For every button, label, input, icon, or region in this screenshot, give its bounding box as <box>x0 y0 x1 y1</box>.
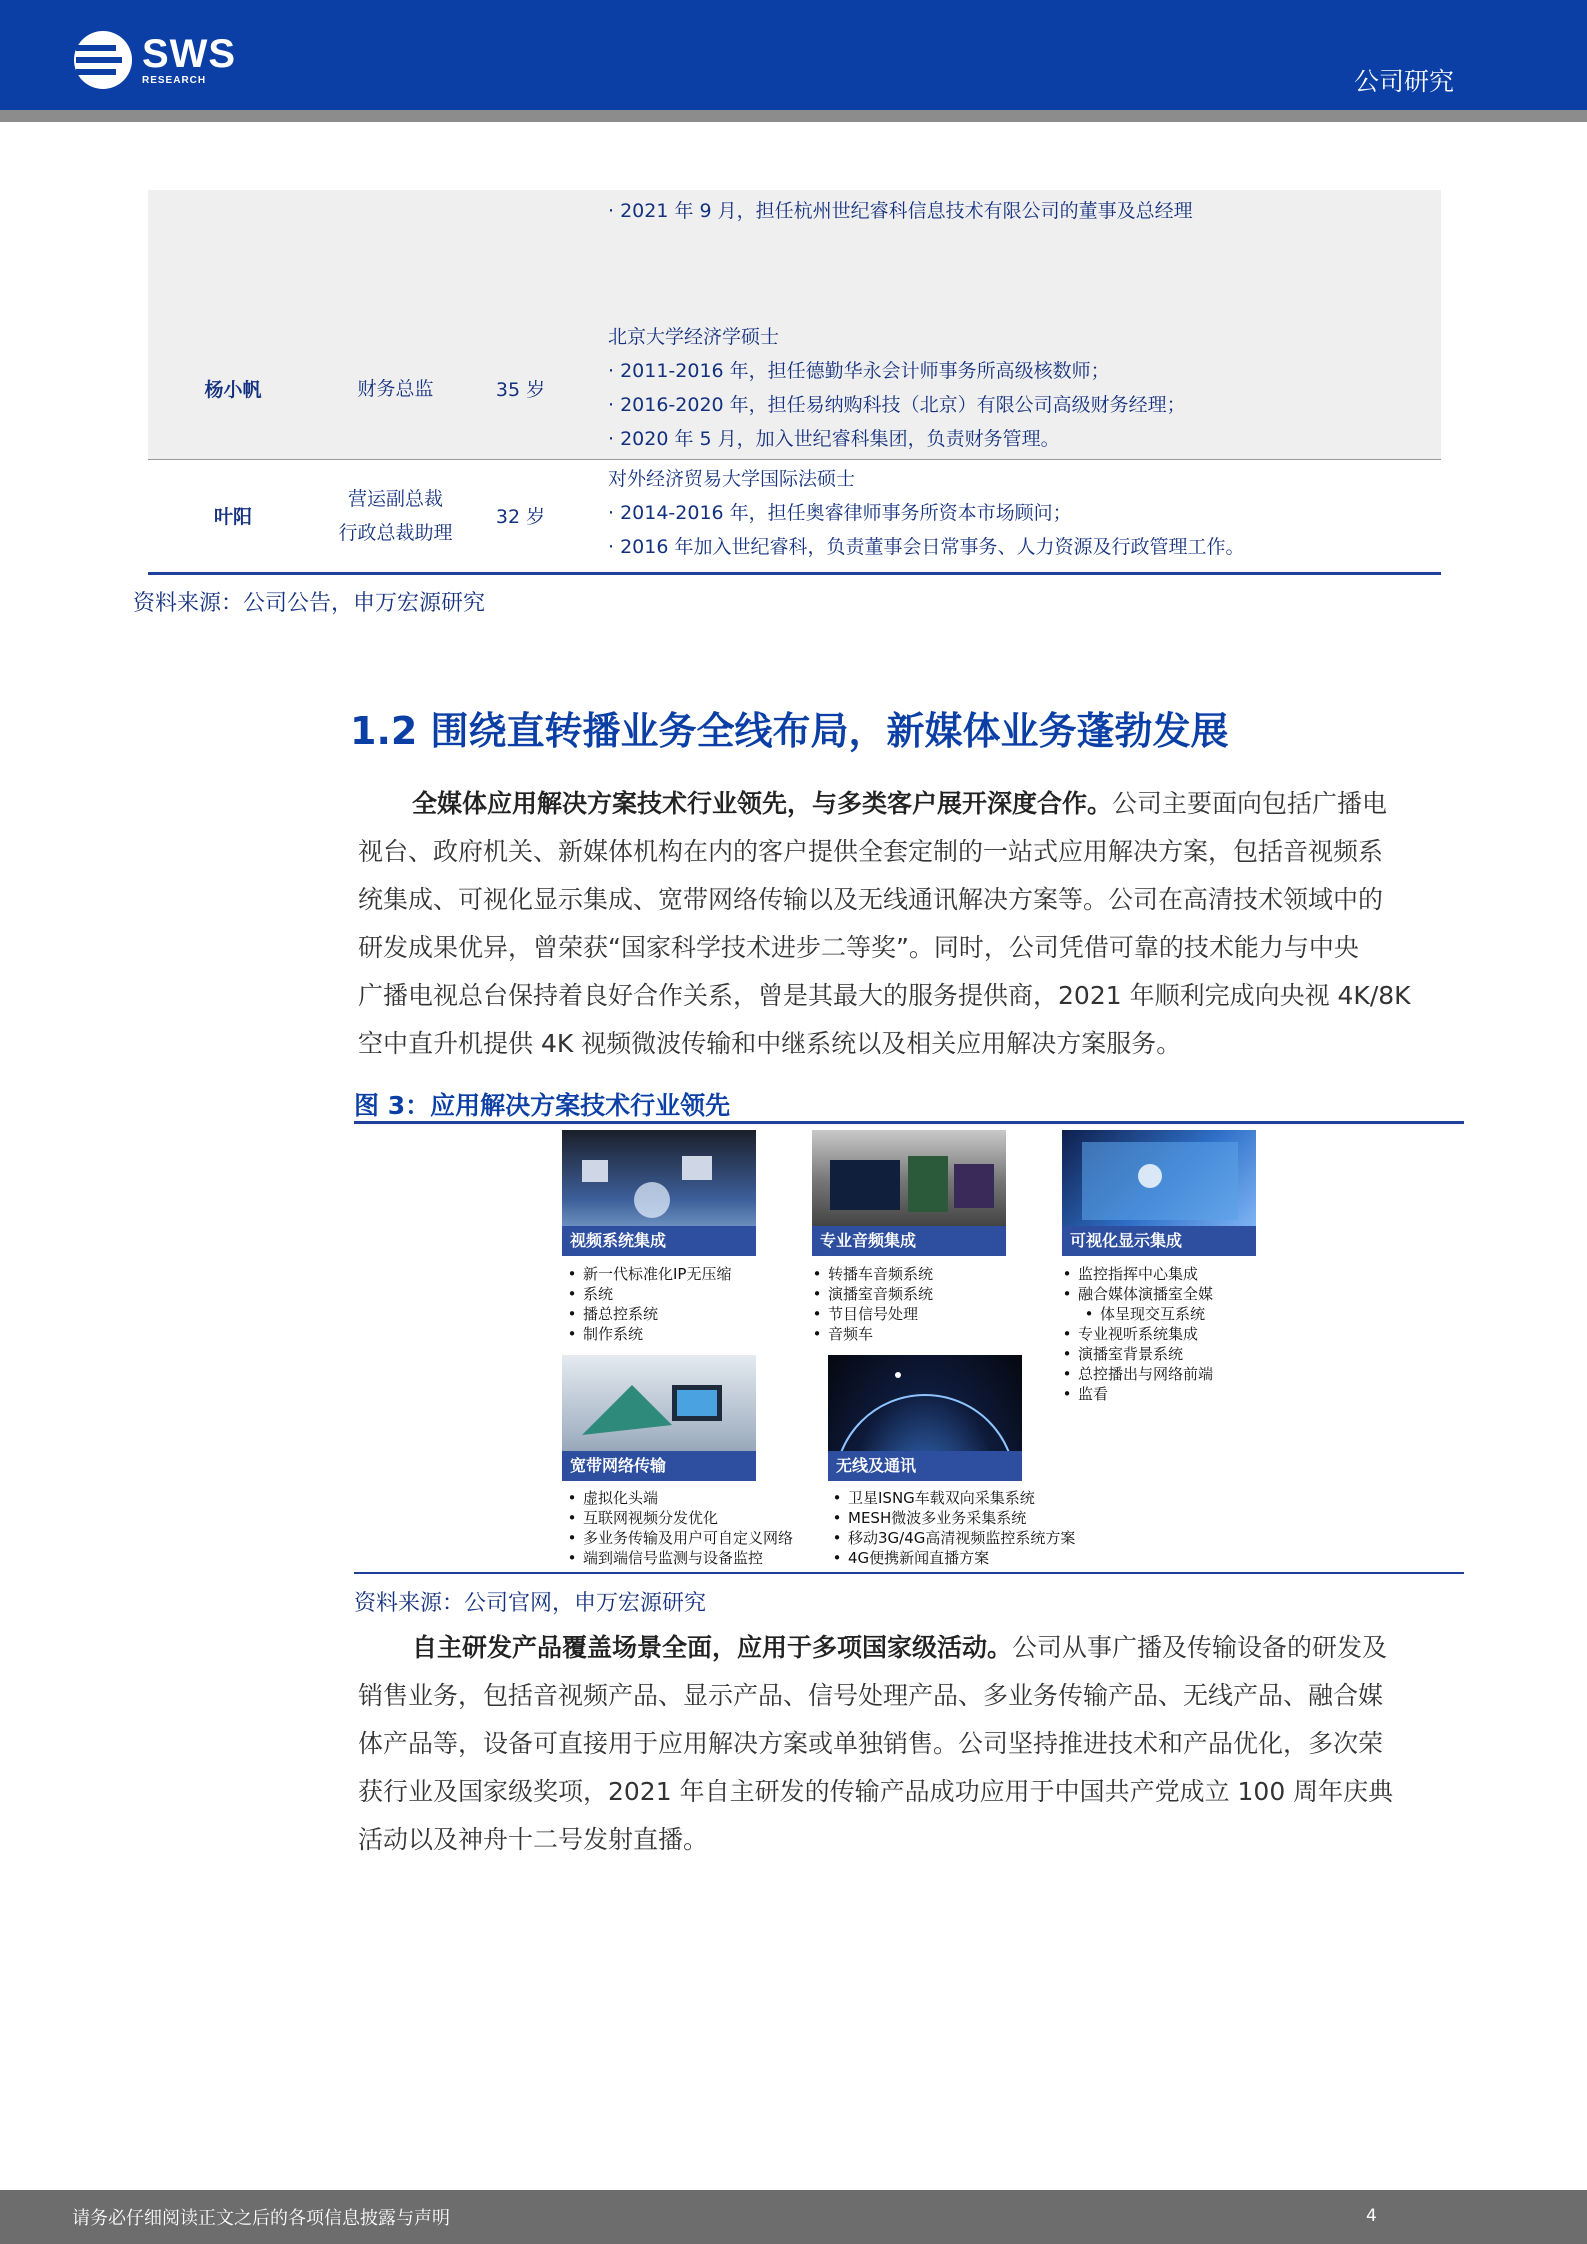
paragraph-line: 视台、政府机关、新媒体机构在内的客户提供全套定制的一站式应用解决方案，包括音视频系 <box>358 837 1384 866</box>
bullet-item: • 虚拟化头端 <box>561 1488 793 1508</box>
bullet-item: • 4G便携新闻直播方案 <box>826 1548 1075 1568</box>
paragraph-1 <box>358 780 1458 1068</box>
position-line: 行政总裁助理 <box>338 522 453 544</box>
bullet-item: • MESH微波多业务采集系统 <box>826 1508 1075 1528</box>
person-age: 35 岁 <box>495 379 546 401</box>
person-position: 财务总监 <box>357 378 434 400</box>
bullet-item: • 多业务传输及用户可自定义网络 <box>561 1528 793 1548</box>
page-header <box>0 0 1587 110</box>
table-row <box>148 320 1441 461</box>
bullet-item: • 转播车音频系统 <box>806 1264 933 1284</box>
table-row <box>148 460 1441 575</box>
paragraph-line: 研发成果优异，曾荣获“国家科学技术进步二等奖”。同时，公司凭借可靠的技术能力与中央 <box>358 933 1359 962</box>
bullet-item: • 互联网视频分发优化 <box>561 1508 793 1528</box>
panel-label: 视频系统集成 <box>562 1226 756 1256</box>
panel-bullets <box>826 1488 1075 1568</box>
paragraph-line: 活动以及神舟十二号发射直播。 <box>358 1825 709 1854</box>
bio-line: · 2016-2020 年，担任易纳购科技（北京）有限公司高级财务经理； <box>608 394 1186 416</box>
paragraph-line: 空中直升机提供 4K 视频微波传输和中继系统以及相关应用解决方案服务。 <box>358 1029 1182 1058</box>
paragraph-text: 公司主要面向包括广播电 <box>1112 789 1388 818</box>
paragraph-lead: 全媒体应用解决方案技术行业领先，与多类客户展开深度合作。 <box>412 789 1113 818</box>
bio-line: 北京大学经济学硕士 <box>608 326 780 348</box>
sws-logo <box>72 30 236 90</box>
logo-wordmark: SWS <box>142 32 237 76</box>
bullet-item: • 播总控系统 <box>561 1304 731 1324</box>
panel-label: 专业音频集成 <box>812 1226 1006 1256</box>
panel-bullets <box>1056 1264 1213 1404</box>
video-studio-image <box>562 1130 756 1256</box>
bio-line: · 2014-2016 年，担任奥睿律师事务所资本市场顾问； <box>608 502 1072 524</box>
paragraph-line: 统集成、可视化显示集成、宽带网络传输以及无线通讯解决方案等。公司在高清技术领域中的 <box>358 885 1384 914</box>
figure-title: 图 3：应用解决方案技术行业领先 <box>354 1091 731 1120</box>
bullet-item: • 监控指挥中心集成 <box>1056 1264 1213 1284</box>
paragraph-lead: 自主研发产品覆盖场景全面，应用于多项国家级活动。 <box>412 1633 1013 1662</box>
logo-subtext: RESEARCH <box>142 75 207 86</box>
figure-top-rule <box>354 1121 1464 1124</box>
bio-line: · 2016 年加入世纪睿科，负责董事会日常事务、人力资源及行政管理工作。 <box>608 536 1245 558</box>
sws-logo-icon <box>72 29 134 91</box>
person-position <box>318 482 473 550</box>
paragraph-text: 公司从事广播及传输设备的研发及 <box>1012 1633 1388 1662</box>
bullet-item: • 新一代标准化IP无压缩 <box>561 1264 731 1284</box>
bullet-item: • 专业视听系统集成 <box>1056 1324 1213 1344</box>
bullet-item: • 融合媒体演播室全媒 <box>1056 1284 1213 1304</box>
bullet-item: • 音频车 <box>806 1324 933 1344</box>
bullet-item: • 移动3G/4G高清视频监控系统方案 <box>826 1528 1075 1548</box>
page-footer <box>0 2190 1587 2244</box>
bullet-item: • 系统 <box>561 1284 731 1304</box>
panel-label: 无线及通讯 <box>828 1451 1022 1481</box>
bullet-item: • 节目信号处理 <box>806 1304 933 1324</box>
header-section-label: 公司研究 <box>1353 67 1454 96</box>
panel-bullets <box>561 1264 731 1344</box>
bullet-item: • 总控播出与网络前端 <box>1056 1364 1213 1384</box>
header-divider <box>0 110 1587 122</box>
broadband-image <box>562 1355 756 1481</box>
paragraph-line: 获行业及国家级奖项，2021 年自主研发的传输产品成功应用于中国共产党成立 100 周年庆典 <box>358 1777 1394 1806</box>
table-row <box>148 190 1441 321</box>
bio-cell <box>608 194 1428 228</box>
figure-source: 资料来源：公司官网，申万宏源研究 <box>354 1591 707 1616</box>
panel-bullets <box>806 1264 933 1344</box>
footer-disclaimer: 请务必仔细阅读正文之后的各项信息披露与声明 <box>72 2208 450 2229</box>
bio-line: · 2020 年 5 月，加入世纪睿科集团，负责财务管理。 <box>608 428 1060 450</box>
page-number: 4 <box>1366 2206 1377 2226</box>
paragraph-2 <box>358 1624 1458 1864</box>
bio-cell <box>608 462 1428 564</box>
audio-screens-image <box>812 1130 1006 1256</box>
bullet-item: • 演播室背景系统 <box>1056 1344 1213 1364</box>
paragraph-line: 广播电视总台保持着良好合作关系，曾是其最大的服务提供商，2021 年顺利完成向央视 4K/8K <box>358 981 1411 1010</box>
bullet-item: • 体呈现交互系统 <box>1056 1304 1213 1324</box>
panel-label: 可视化显示集成 <box>1062 1226 1256 1256</box>
bullet-item: • 制作系统 <box>561 1324 731 1344</box>
paragraph-line: 销售业务，包括音视频产品、显示产品、信号处理产品、多业务传输产品、无线产品、融合媒 <box>358 1681 1384 1710</box>
display-screen-image <box>1062 1130 1256 1256</box>
table-source: 资料来源：公司公告，申万宏源研究 <box>133 591 486 616</box>
bullet-item: • 端到端信号监测与设备监控 <box>561 1548 793 1568</box>
bio-line: · 2021 年 9 月，担任杭州世纪睿科信息技术有限公司的董事及总经理 <box>608 200 1193 222</box>
bullet-item: • 演播室音频系统 <box>806 1284 933 1304</box>
panel-bullets <box>561 1488 793 1568</box>
bullet-item: • 卫星ISNG车载双向采集系统 <box>826 1488 1075 1508</box>
person-name: 叶阳 <box>213 506 252 528</box>
person-age: 32 岁 <box>495 506 546 528</box>
section-heading: 1.2 围绕直转播业务全线布局，新媒体业务蓬勃发展 <box>350 709 1229 753</box>
paragraph-line: 体产品等，设备可直接用于应用解决方案或单独销售。公司坚持推进技术和产品优化，多次荣 <box>358 1729 1384 1758</box>
wireless-earth-image <box>828 1355 1022 1481</box>
panel-label: 宽带网络传输 <box>562 1451 756 1481</box>
bio-line: · 2011-2016 年，担任德勤华永会计师事务所高级核数师； <box>608 360 1110 382</box>
bio-line: 对外经济贸易大学国际法硕士 <box>608 468 856 490</box>
figure-bottom-rule <box>354 1572 1464 1574</box>
person-name: 杨小帆 <box>204 379 262 401</box>
bullet-item: • 监看 <box>1056 1384 1213 1404</box>
bio-cell <box>608 320 1428 456</box>
position-line: 营运副总裁 <box>347 488 443 510</box>
